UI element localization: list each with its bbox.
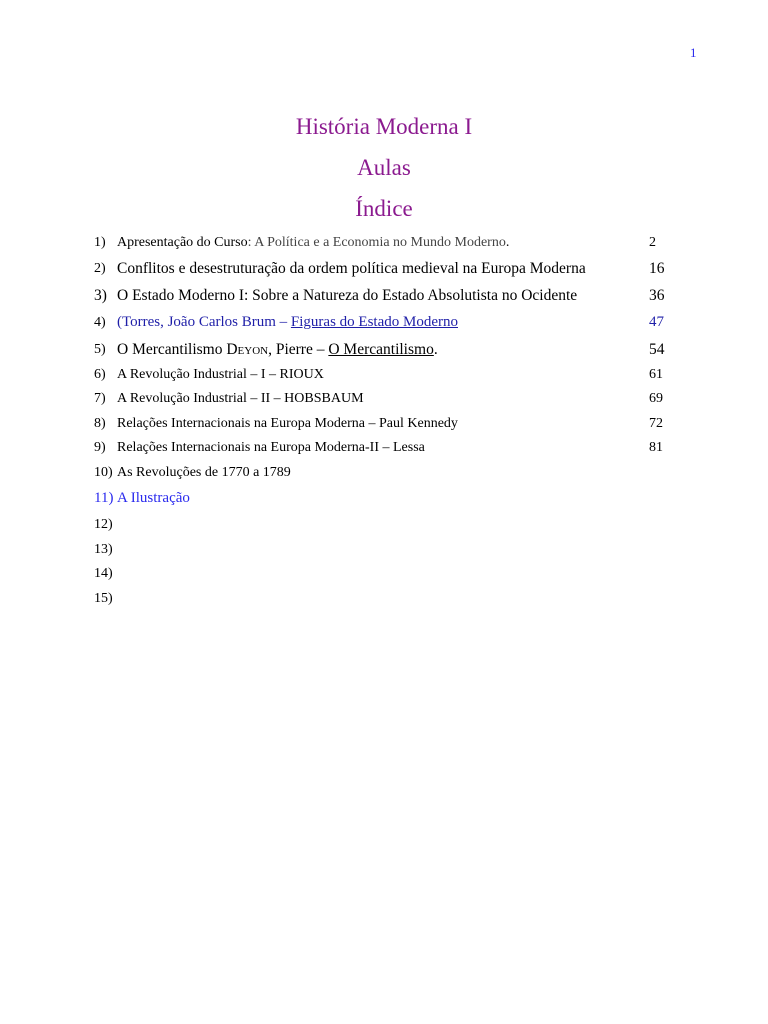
toc-number: 6) — [94, 367, 106, 382]
toc-text: As Revoluções de 1770 a 1789 — [117, 465, 291, 480]
toc-number: 11) — [94, 490, 114, 506]
toc-page: 47 — [649, 314, 664, 330]
toc-text: O Estado Moderno I: Sobre a Natureza do Estado Absolutista no Ocidente — [117, 287, 578, 304]
toc-text: O Mercantilismo Deyon, Pierre – O Mercantilismo. — [117, 341, 438, 358]
toc-text: Apresentação do Curso: A Política e a Economia no Mundo Moderno. — [117, 235, 510, 250]
toc-text: Conflitos e desestruturação da ordem política medieval na Europa Moderna — [117, 260, 586, 277]
toc-page: 36 — [649, 287, 665, 304]
toc-page: 54 — [649, 341, 665, 358]
toc-page: 81 — [649, 440, 663, 455]
toc-page: 16 — [649, 260, 665, 277]
toc-number: 4) — [94, 315, 106, 330]
document-title: História Moderna I — [295, 114, 473, 139]
toc-number: 9) — [94, 440, 106, 455]
toc-text: (Torres, João Carlos Brum – Figuras do Estado Moderno — [117, 314, 458, 330]
toc-number: 13) — [94, 542, 113, 557]
toc-number: 8) — [94, 416, 106, 431]
document-subtitle: Aulas — [357, 155, 411, 180]
toc-link[interactable]: Figuras do Estado Moderno — [290, 314, 458, 330]
toc-number: 12) — [94, 517, 113, 532]
toc-number: 1) — [94, 235, 106, 250]
toc-text: A Ilustração — [117, 490, 190, 506]
toc-number: 14) — [94, 566, 113, 581]
toc-page: 72 — [649, 416, 663, 431]
toc-number: 7) — [94, 391, 106, 406]
toc-number: 5) — [94, 342, 106, 357]
toc-text: A Revolução Industrial – II – HOBSBAUM — [117, 391, 364, 406]
toc-number: 10) — [94, 465, 113, 480]
toc-page: 69 — [649, 391, 663, 406]
toc-page: 61 — [649, 367, 663, 382]
toc-text: A Revolução Industrial – I – RIOUX — [117, 367, 324, 382]
toc-page: 2 — [649, 235, 656, 250]
toc-number: 3) — [94, 287, 107, 304]
index-heading: Índice — [355, 196, 413, 221]
toc-number: 2) — [94, 261, 106, 276]
toc-text: Relações Internacionais na Europa Moderna-II – Lessa — [117, 440, 425, 455]
toc-text: Relações Internacionais na Europa Moderna – Paul Kennedy — [117, 416, 458, 431]
page-number: 1 — [690, 45, 697, 60]
toc-number: 15) — [94, 591, 113, 606]
